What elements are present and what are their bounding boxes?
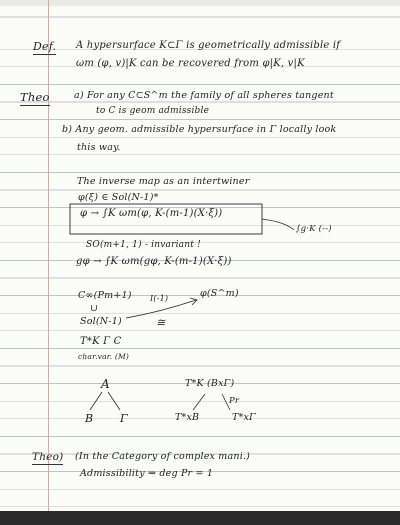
tri-arrow-right (108, 392, 120, 410)
cd-arrow-label: I(-1) (150, 294, 169, 303)
theo-b-line-1: b) Any geom. admissible hypersurface in Γ locally look (62, 124, 337, 135)
def-line-2: ωm (φ, v)|K can be recovered from φ|K, v|K (76, 58, 305, 69)
map-line-3: SO(m+1, 1) - invariant ! (86, 240, 201, 250)
tri-pr-label: Pr (229, 396, 240, 406)
theo2-line-1: (In the Category of complex mani.) (75, 451, 251, 462)
theo2-label: Theo) (32, 451, 64, 463)
cd-iso: ≅ (156, 316, 166, 329)
tri-bundle-arrow-left (193, 394, 205, 410)
cotan-line-2: char.var. (M) (78, 352, 130, 361)
integral-box (70, 204, 262, 234)
map-title: The inverse map as an intertwiner (77, 176, 250, 187)
tri-bundle: T*K (BxΓ) (185, 378, 235, 389)
theo-label: Theo (20, 90, 50, 104)
tri-apex: A (101, 377, 110, 391)
map-line-2: φ → ∫K ωm(φ, K-(m-1)(X·ξ)) (80, 208, 223, 219)
theo-a-line-1: a) For any C⊂S^m the family of all spheres tangent (74, 90, 334, 101)
map-line-4: gφ → ∫K ωm(gφ, K-(m-1)(X·ξ)) (76, 256, 232, 267)
tri-arrow-left (90, 392, 102, 410)
theo-a-line-2: to C is geom admissible (96, 106, 210, 116)
cd-cup: ∪ (90, 303, 99, 314)
map-line-2-target: ∫g·K (--) (296, 224, 332, 234)
map-arrow-to-target (262, 219, 294, 230)
scan-bottom-edge (0, 511, 400, 525)
tri-bundle-arrow-right (222, 394, 230, 410)
cd-target: φ(S^m) (200, 288, 239, 299)
theo-b-line-2: this way. (77, 142, 121, 153)
tri-left: B (85, 412, 94, 425)
theo2-line-2: Admissibility ⇒ deg Pr = 1 (80, 468, 214, 479)
tri-right: Γ (120, 412, 128, 425)
cd-curved-arrow (126, 300, 196, 318)
tri-bundle-left: T*xB (175, 412, 200, 423)
cd-sol: Sol(N-1) (80, 316, 122, 327)
def-label: Def. (33, 40, 57, 53)
map-line-1: φ(ξ) ∈ Sol(N-1)* (78, 192, 159, 203)
def-line-1: A hypersurface K⊂Γ is geometrically admissible if (76, 40, 341, 51)
cotan-line-1: T*K Γ C (80, 336, 122, 347)
cd-cinf: C∞(Pm+1) (78, 290, 132, 301)
tri-bundle-right: T*xΓ (232, 412, 256, 423)
